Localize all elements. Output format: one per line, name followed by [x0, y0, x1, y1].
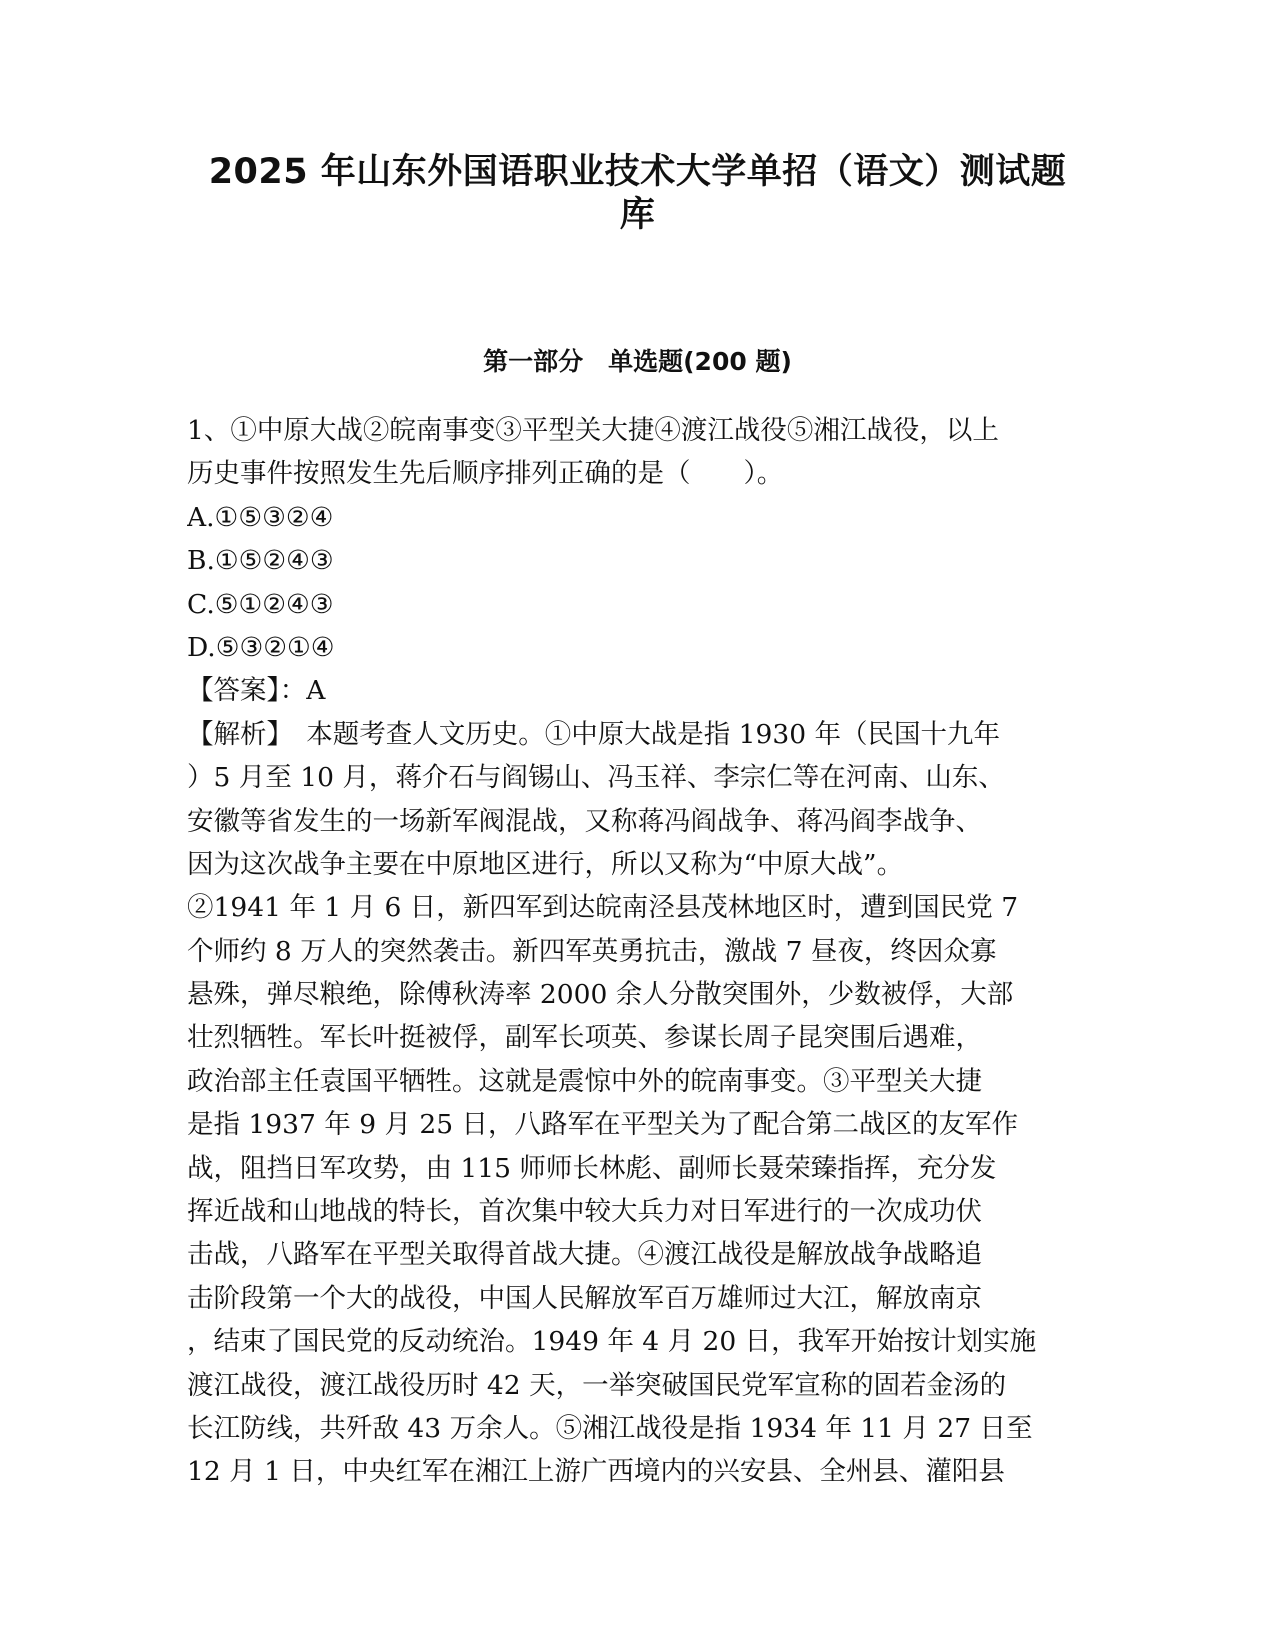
option-a: A.①⑤③②④ — [187, 501, 334, 533]
analysis-line: 政治部主任袁国平牺牲。这就是震惊中外的皖南事变。③平型关大捷 — [187, 1065, 982, 1097]
analysis-line: ）5 月至 10 月，蒋介石与阎锡山、冯玉祥、李宗仁等在河南、山东、 — [187, 762, 1005, 794]
analysis-line: ②1941 年 1 月 6 日，新四军到达皖南泾县茂林地区时，遭到国民党 7 — [187, 892, 1019, 924]
analysis-line: 是指 1937 年 9 月 25 日，八路军在平型关为了配合第二战区的友军作 — [187, 1109, 1019, 1141]
analysis-line: 长江防线，共歼敌 43 万余人。⑤湘江战役是指 1934 年 11 月 27 日至 — [187, 1412, 1033, 1444]
analysis-line: 挥近战和山地战的特长，首次集中较大兵力对日军进行的一次成功伏 — [187, 1196, 982, 1228]
title-line-2: 库 — [619, 195, 656, 233]
option-b: B.①⑤②④③ — [187, 545, 334, 577]
analysis-line: 悬殊，弹尽粮绝，除傅秋涛率 2000 余人分散突围外，少数被俘，大部 — [187, 979, 1014, 1011]
option-c: C.⑤①②④③ — [187, 588, 334, 620]
analysis-line: 因为这次战争主要在中原地区进行，所以又称为“中原大战”。 — [187, 848, 904, 880]
option-d: D.⑤③②①④ — [187, 631, 335, 663]
document-title — [150, 146, 1125, 233]
analysis-line: 壮烈牺牲。军长叶挺被俘，副军长项英、参谋长周子昆突围后遇难， — [187, 1022, 982, 1054]
analysis-line: 渡江战役，渡江战役历时 42 天，一举突破国民党军宣称的固若金汤的 — [187, 1369, 1007, 1401]
analysis-line: 击战，八路军在平型关取得首战大捷。④渡江战役是解放战争战略追 — [187, 1239, 982, 1271]
analysis-line: 安徽等省发生的一场新军阀混战，又称蒋冯阎战争、蒋冯阎李战争、 — [187, 805, 982, 837]
question-block — [187, 409, 1087, 1494]
analysis-line: 击阶段第一个大的战役，中国人民解放军百万雄师过大江，解放南京 — [187, 1282, 982, 1314]
analysis-line: 个师约 8 万人的突然袭击。新四军英勇抗击，激战 7 昼夜，终因众寡 — [187, 935, 997, 967]
title-line-1: 2025 年山东外国语职业技术大学单招（语文）测试题 — [208, 152, 1067, 190]
question-stem-line: 1、①中原大战②皖南事变③平型关大捷④渡江战役⑤湘江战役，以上 — [187, 415, 999, 446]
question-stem-line: 历史事件按照发生先后顺序排列正确的是（ ）。 — [187, 458, 784, 490]
analysis-line: 12 月 1 日，中央红军在湘江上游广西境内的兴安县、全州县、灌阳县 — [187, 1456, 1005, 1488]
analysis-line: 战，阻挡日军攻势，由 115 师师长林彪、副师长聂荣臻指挥，充分发 — [187, 1152, 997, 1184]
section-heading: 第一部分 单选题(200 题) — [483, 347, 792, 376]
answer-line: 【答案】：A — [187, 675, 326, 707]
analysis-line: ，结束了国民党的反动统治。1949 年 4 月 20 日，我军开始按计划实施 — [187, 1326, 1037, 1358]
analysis-line: 【解析】 本题考查人文历史。①中原大战是指 1930 年（民国十九年 — [187, 718, 1001, 750]
